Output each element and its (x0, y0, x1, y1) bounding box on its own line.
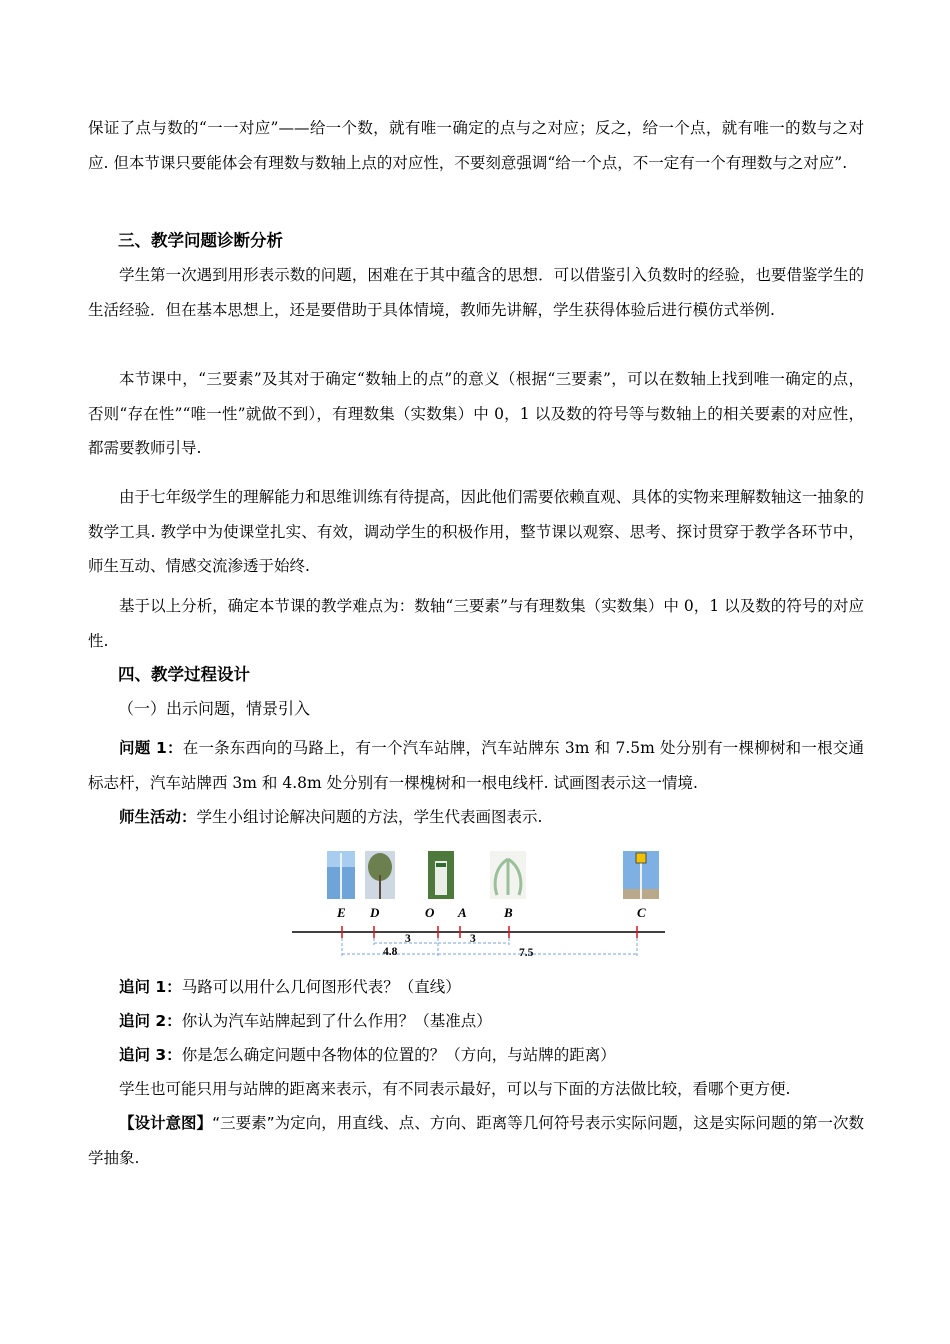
subsection-1-title: （一）出示问题，情景引入 (118, 699, 311, 718)
point-label: B (504, 905, 513, 920)
road-diagram (285, 845, 675, 965)
traffic-sign-image (623, 851, 659, 899)
point-label: C (637, 905, 646, 920)
locust-tree-image (365, 851, 395, 899)
question-1 (88, 731, 864, 800)
question-1-label: 问题 1： (119, 739, 183, 757)
section-3-title: 三、教学问题诊断分析 (118, 231, 283, 250)
section-3-paragraph-3: 由于七年级学生的理解能力和思维训练有待提高，因此他们需要依赖直观、具体的实物来理解数轴这一抽象的数学工具. 教学中为使课堂扎实、有效，调动学生的积极作用，整节课以观察、思考、探讨贯穿于教学各环节中，师生互动、情感交流渗透于始终. (88, 488, 864, 575)
section-3-paragraph-4: 基于以上分析，确定本节课的教学难点为：数轴“三要素”与有理数集（实数集）中 0，1 以及数的符号的对应性. (88, 597, 864, 650)
follow-up-1 (88, 970, 864, 1005)
paragraph-correspondence: 保证了点与数的“一一对应”——给一个数，就有唯一确定的点与之对应；反之，给一个点，就有唯一的数与之对应. 但本节课只要能体会有理数与数轴上点的对应性，不要刻意强调“给一个点，不一定有一个有理数与之对应”. (88, 119, 864, 172)
bus-stop-sign-image (428, 851, 454, 899)
follow-up-3-label: 追问 3： (119, 1046, 182, 1064)
follow-up-1-label: 追问 1： (119, 978, 182, 996)
follow-up-1-text: 马路可以用什么几何图形代表？（直线） (181, 978, 461, 996)
follow-up-3-text: 你是怎么确定问题中各物体的位置的？（方向，与站牌的距离） (181, 1046, 616, 1064)
activity-text: 学生小组讨论解决问题的方法，学生代表画图表示. (196, 808, 543, 826)
point-label: D (370, 905, 380, 920)
point-label: E (337, 905, 346, 920)
design-intent-text: “三要素”为定向，用直线、点、方向、距离等几何符号表示实际问题，这是实际问题的第一次数学抽象. (88, 1114, 864, 1167)
point-label: O (425, 905, 435, 920)
activity-label: 师生活动： (119, 808, 197, 826)
distance-label: 3 (470, 933, 476, 945)
willow-tree-image (490, 851, 526, 899)
note-paragraph: 学生也可能只用与站牌的距离来表示，有不同表示最好，可以与下面的方法做比较，看哪个更方便. (119, 1080, 791, 1098)
distance-label: 3 (405, 933, 411, 945)
follow-up-2-label: 追问 2： (119, 1012, 182, 1030)
design-intent (88, 1106, 864, 1175)
question-1-text: 在一条东西向的马路上，有一个汽车站牌，汽车站牌东 3m 和 7.5m 处分别有一棵柳树和一根交通标志杆，汽车站牌西 3m 和 4.8m 处分别有一棵槐树和一根电线杆. 试画图表示这一情境. (88, 739, 864, 792)
utility-pole-image (327, 851, 355, 899)
follow-up-2-text: 你认为汽车站牌起到了什么作用？（基准点） (181, 1012, 492, 1030)
design-intent-label: 【设计意图】 (119, 1114, 213, 1132)
follow-up-2 (88, 1004, 864, 1039)
teacher-student-activity (88, 800, 864, 835)
distance-label: 7.5 (519, 947, 534, 959)
section-3-paragraph-2: 本节课中，“三要素”及其对于确定“数轴上的点”的意义（根据“三要素”，可以在数轴上找到唯一确定的点，否则“存在性”“唯一性”就做不到），有理数集（实数集）中 0，1 以及数的符号等与数轴上的相关要素的对应性，都需要教师引导. (88, 370, 864, 457)
point-label: A (458, 905, 467, 920)
section-3-paragraph-1: 学生第一次遇到用形表示数的问题，困难在于其中蕴含的思想．可以借鉴引入负数时的经验，也要借鉴学生的生活经验．但在基本思想上，还是要借助于具体情境，教师先讲解，学生获得体验后进行模仿式举例. (88, 266, 864, 319)
distance-label: 4.8 (383, 946, 398, 958)
follow-up-3 (88, 1038, 864, 1073)
section-4-title: 四、教学过程设计 (118, 665, 250, 684)
